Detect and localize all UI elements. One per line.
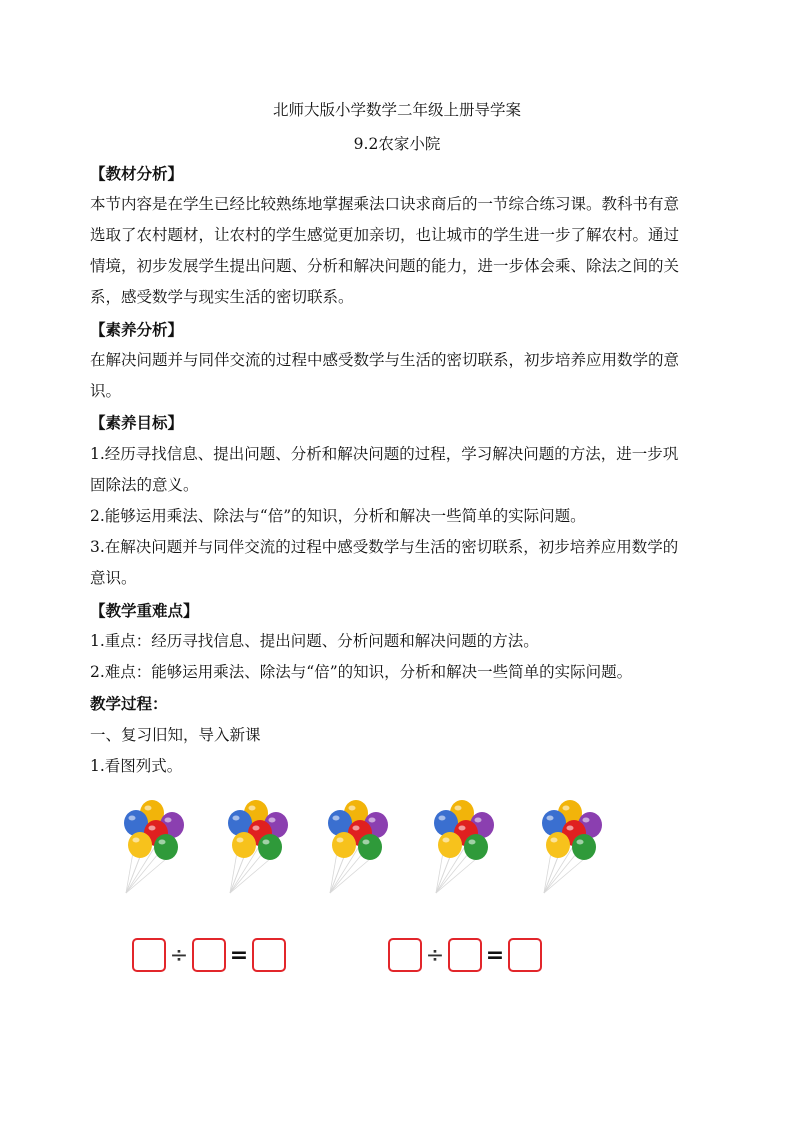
balloon-string <box>230 859 270 893</box>
balloon-highlight <box>249 806 256 811</box>
paragraph-line: 1.重点：经历寻找信息、提出问题、分析问题和解决问题的方法。 <box>90 632 539 650</box>
balloon-highlight <box>577 840 584 845</box>
answer-box[interactable] <box>448 938 482 972</box>
answer-box[interactable] <box>252 938 286 972</box>
paragraph-line: 2.难点：能够运用乘法、除法与“倍”的知识，分析和解决一些简单的实际问题。 <box>90 663 633 681</box>
section-heading-literacy-analysis: 【素养分析】 <box>90 320 184 339</box>
paragraph-line: 系，感受数学与现实生活的密切联系。 <box>90 288 354 306</box>
balloon-highlight <box>133 838 140 843</box>
section-heading-key-points: 【教学重难点】 <box>90 601 199 620</box>
paragraph-line: 情境，初步发展学生提出问题、分析和解决问题的能力，进一步体会乘、除法之间的关 <box>90 257 680 275</box>
balloon-highlight <box>145 806 152 811</box>
balloon-string <box>436 859 476 893</box>
balloon-figure <box>100 795 620 995</box>
balloon <box>154 834 178 860</box>
balloon-string <box>544 857 558 893</box>
balloon-highlight <box>469 840 476 845</box>
balloon-highlight <box>363 840 370 845</box>
balloon-highlight <box>551 838 558 843</box>
equals-sign: = <box>485 942 505 968</box>
paragraph-line: 2.能够运用乘法、除法与“倍”的知识，分析和解决一些简单的实际问题。 <box>90 507 586 525</box>
equals-sign: = <box>229 942 249 968</box>
balloon-highlight <box>567 826 574 831</box>
balloon-highlight <box>263 840 270 845</box>
balloon-highlight <box>475 818 482 823</box>
balloon-highlight <box>129 816 136 821</box>
answer-box[interactable] <box>388 938 422 972</box>
balloon <box>332 832 356 858</box>
balloon-string <box>230 857 244 893</box>
balloon-bunch <box>326 795 406 895</box>
balloon-highlight <box>237 838 244 843</box>
balloon-highlight <box>149 826 156 831</box>
equation-right <box>388 935 542 975</box>
balloon-bunch-icon <box>326 795 406 895</box>
paragraph-line: 选取了农村题材，让农村的学生感觉更加亲切，也让城市的学生进一步了解农村。通过 <box>90 226 680 244</box>
balloon-highlight <box>269 818 276 823</box>
balloon-bunch-icon <box>432 795 512 895</box>
balloon <box>438 832 462 858</box>
paragraph-line: 3.在解决问题并与同伴交流的过程中感受数学与生活的密切联系，初步培养应用数学的 <box>90 538 679 556</box>
balloon <box>572 834 596 860</box>
lesson-title: 9.2农家小院 <box>353 135 441 153</box>
section-heading-teaching-process: 教学过程： <box>90 694 168 713</box>
equation-left <box>132 935 286 975</box>
balloon-highlight <box>369 818 376 823</box>
balloon-bunch-icon <box>226 795 306 895</box>
balloon <box>232 832 256 858</box>
balloon-highlight <box>233 816 240 821</box>
paragraph-line: 固除法的意义。 <box>90 476 199 494</box>
paragraph-line: 一、复习旧知，导入新课 <box>90 726 261 744</box>
balloon-highlight <box>563 806 570 811</box>
answer-box[interactable] <box>132 938 166 972</box>
answer-box[interactable] <box>192 938 226 972</box>
balloon-highlight <box>349 806 356 811</box>
balloon-highlight <box>253 826 260 831</box>
balloon <box>358 834 382 860</box>
balloon-bunch <box>540 795 620 895</box>
balloon-highlight <box>159 840 166 845</box>
paragraph-line: 1.看图列式。 <box>90 757 183 775</box>
balloon-string <box>436 857 450 893</box>
balloon-highlight <box>443 838 450 843</box>
document-title: 北师大版小学数学二年级上册导学案 <box>272 101 521 119</box>
balloon-string <box>544 859 584 893</box>
balloon-highlight <box>583 818 590 823</box>
balloon-string <box>126 859 166 893</box>
balloon-bunch-icon <box>540 795 620 895</box>
balloon-string <box>330 859 370 893</box>
balloon-highlight <box>353 826 360 831</box>
balloon-bunch-icon <box>122 795 202 895</box>
balloon <box>546 832 570 858</box>
balloon-highlight <box>455 806 462 811</box>
section-heading-literacy-goals: 【素养目标】 <box>90 413 184 432</box>
paragraph-line: 1.经历寻找信息、提出问题、分析和解决问题的过程，学习解决问题的方法，进一步巩 <box>90 445 679 463</box>
balloon <box>128 832 152 858</box>
balloon-highlight <box>337 838 344 843</box>
section-heading-textbook-analysis: 【教材分析】 <box>90 164 184 183</box>
paragraph-line: 意识。 <box>90 569 137 587</box>
balloon-highlight <box>547 816 554 821</box>
balloon-string <box>126 857 140 893</box>
balloon-highlight <box>165 818 172 823</box>
balloon-highlight <box>439 816 446 821</box>
divide-sign: ÷ <box>425 942 445 968</box>
balloon-bunch <box>226 795 306 895</box>
balloon-bunch <box>432 795 512 895</box>
balloon <box>258 834 282 860</box>
paragraph-line: 本节内容是在学生已经比较熟练地掌握乘法口诀求商后的一节综合练习课。教科书有意 <box>90 195 680 213</box>
balloon-bunch <box>122 795 202 895</box>
balloon-string <box>330 857 344 893</box>
paragraph-line: 识。 <box>90 382 122 400</box>
divide-sign: ÷ <box>169 942 189 968</box>
balloon-highlight <box>459 826 466 831</box>
balloon <box>464 834 488 860</box>
answer-box[interactable] <box>508 938 542 972</box>
paragraph-line: 在解决问题并与同伴交流的过程中感受数学与生活的密切联系，初步培养应用数学的意 <box>90 351 680 369</box>
balloon-highlight <box>333 816 340 821</box>
